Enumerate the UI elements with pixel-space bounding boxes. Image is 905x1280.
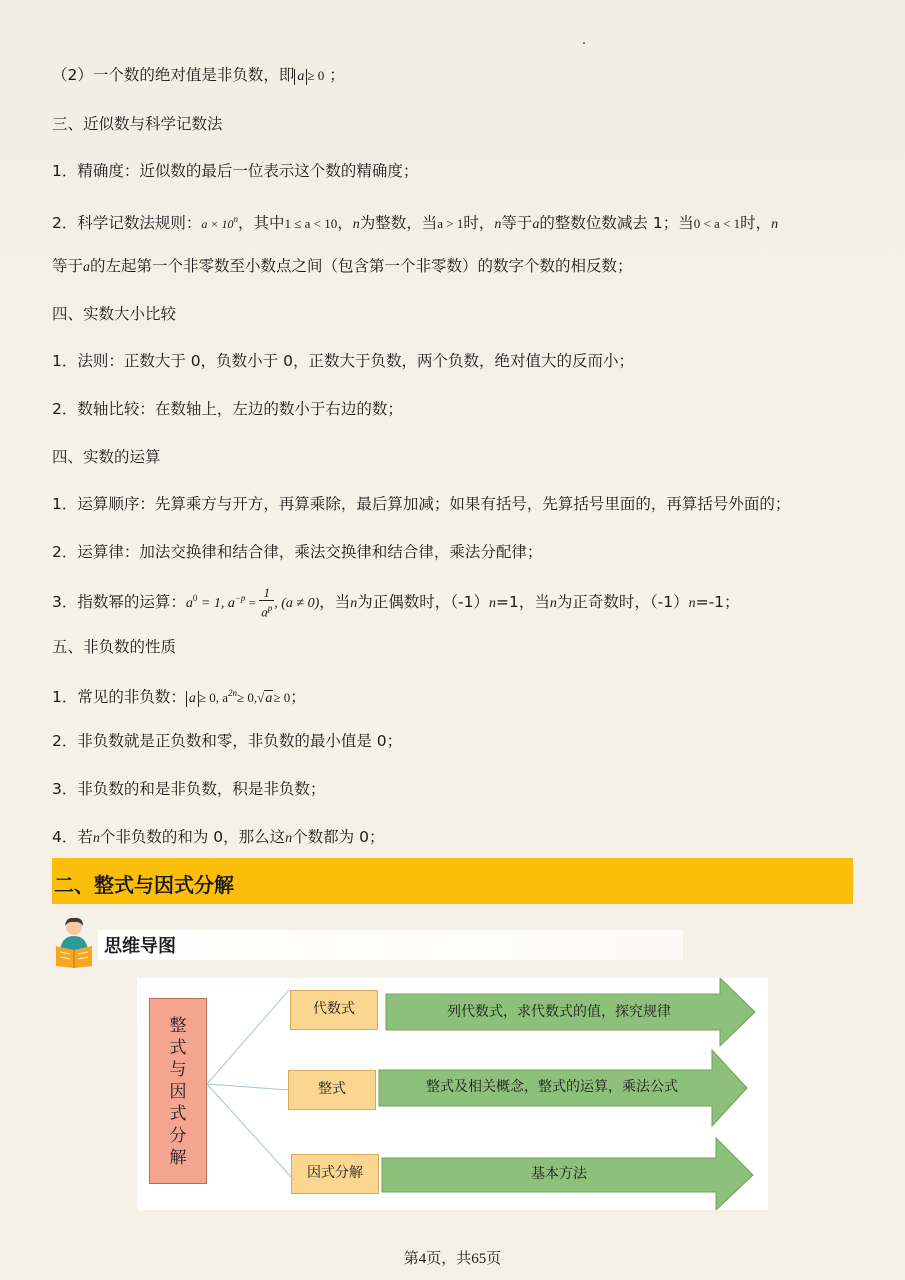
root-char: 式 [169, 1104, 187, 1123]
math-sup: 2n [228, 688, 238, 698]
section-heading-approx: 三、近似数与科学记数法 [52, 115, 223, 133]
math: = 1, a [197, 596, 235, 612]
text: ，其中 [237, 214, 285, 233]
math: a [532, 217, 540, 233]
text: 时， [463, 214, 495, 233]
math: n [771, 217, 779, 233]
math: 0 < a < 1 [693, 216, 741, 232]
text: 为正偶数时，（-1） [357, 593, 489, 612]
text: ， [337, 214, 353, 233]
text: 2．科学记数法规则： [52, 214, 202, 233]
text-line-order: 1．运算顺序：先算乘方与开方，再算乘除，最后算加减；如果有括号，先算括号里面的，再算括号外面的； [52, 495, 791, 513]
text: 等于 [501, 214, 533, 233]
text: 3．指数幂的运算： [52, 593, 186, 612]
text: ； [329, 66, 345, 84]
section-heading-nonnegative: 五、非负数的性质 [52, 638, 177, 656]
math: 1 ≤ a < 10 [284, 216, 338, 232]
math: n [494, 217, 502, 233]
math-sup: p [267, 603, 273, 614]
text-line-sum-zero [52, 826, 384, 850]
math: n [350, 596, 358, 612]
text-line-common-nonnegative: 1．常见的非负数： a ≥ 0, $a^{2n}\ge 0,√a\ge 0$； [52, 688, 306, 707]
text: =-1； [695, 593, 740, 612]
mindmap-root [149, 998, 207, 1184]
mindmap-title: 思维导图 [104, 936, 176, 957]
root-char: 式 [169, 1038, 187, 1057]
text-line-rule: 1．法则：正数大于 0，负数小于 0，正数大于负数，两个负数，绝对值大的反而小； [52, 352, 634, 370]
math: ≥ 0, [237, 690, 258, 706]
math: ≥ 0 [273, 690, 291, 706]
section-heading-operations: 四、实数的运算 [52, 448, 161, 466]
chapter-banner [52, 858, 853, 904]
text: ，当 [319, 593, 351, 612]
mindmap-diagram [137, 978, 768, 1210]
text-line-abs-nonnegative [52, 64, 345, 87]
root-char: 整 [169, 1016, 187, 1035]
math-sqrt: a [265, 691, 273, 707]
math-sup: 0 [192, 593, 198, 603]
text-line-sum-product: 3．非负数的和是非负数，积是非负数； [52, 780, 326, 798]
math: a [185, 596, 193, 612]
math: n [285, 831, 293, 846]
speck [583, 42, 585, 44]
text: 为整数，当 [359, 214, 438, 233]
text: ； [290, 688, 306, 707]
text: 个数都为 0； [292, 828, 385, 846]
math-sup: −p [234, 593, 246, 603]
math: n [549, 596, 557, 612]
mindmap-node-polynomial: 整式 [288, 1070, 376, 1110]
text: 4．若 [52, 828, 93, 846]
text: 个非负数的和为 0，那么这 [99, 828, 286, 846]
text: =1，当 [496, 593, 550, 612]
text: 1．常见的非负数： [52, 688, 186, 707]
chapter-title: 二、整式与因式分解 [54, 873, 234, 897]
text: 为正奇数时，（-1） [556, 593, 689, 612]
text-line-precision: 1．精确度：近似数的最后一位表示这个数的精确度； [52, 162, 419, 180]
math-abs: a [186, 691, 199, 707]
text-line-laws: 2．运算律：加法交换律和结合律，乘法交换律和结合律，乘法分配律； [52, 543, 543, 561]
mindmap-node-algebraic-expression: 代数式 [290, 990, 378, 1030]
math: a > 1 [437, 216, 464, 232]
mindmap-header-strip [98, 930, 683, 960]
mindmap-node-factorization: 因式分解 [291, 1154, 379, 1194]
math: n [489, 596, 496, 612]
root-char: 因 [169, 1082, 187, 1101]
fraction-denominator [259, 601, 274, 619]
mindmap-desc-1: 列代数式，求代数式的值，探究规律 [447, 1005, 671, 1020]
math: a [83, 260, 91, 275]
mindmap-desc-2: 整式及相关概念，整式的运算，乘法公式 [426, 1080, 678, 1095]
fraction [259, 585, 274, 619]
page-number: 第4页，共65页 [403, 1251, 502, 1267]
math: ≥ 0 [307, 68, 325, 83]
math-abs: a [294, 69, 307, 85]
text-line-number-axis: 2．数轴比较：在数轴上，左边的数小于右边的数； [52, 400, 403, 418]
math: ≥ 0, a [198, 690, 229, 706]
text-line-scientific-notation-cont [52, 255, 633, 279]
section-heading-compare: 四、实数大小比较 [52, 305, 177, 323]
text-line-exponent [52, 578, 740, 624]
math: n [92, 831, 100, 846]
mindmap-desc-3: 基本方法 [531, 1167, 587, 1182]
text: 的左起第一个非零数至小数点之间（包含第一个非零数）的数字个数的相反数； [90, 257, 633, 275]
text: 的整数位数减去 1；当 [539, 214, 694, 233]
text-line-minimum: 2．非负数就是正负数和零，非负数的最小值是 0； [52, 732, 403, 750]
root-char: 分 [169, 1126, 187, 1145]
reading-person-icon [52, 916, 96, 968]
fraction-numerator: 1 [259, 585, 274, 601]
root-char: 与 [169, 1060, 187, 1079]
math: a [261, 604, 268, 620]
math: a × 10 [201, 217, 234, 232]
math: = [245, 595, 260, 611]
text-line-scientific-notation [52, 208, 778, 236]
text: 等于 [52, 257, 84, 275]
math: , (a ≠ 0) [274, 596, 320, 612]
text: （2）一个数的绝对值是非负数，即 [52, 66, 295, 84]
text: 时， [740, 214, 772, 233]
math: n [688, 596, 696, 612]
root-char: 解 [169, 1148, 187, 1167]
math-sup: n [233, 214, 238, 224]
math: n [352, 217, 360, 233]
